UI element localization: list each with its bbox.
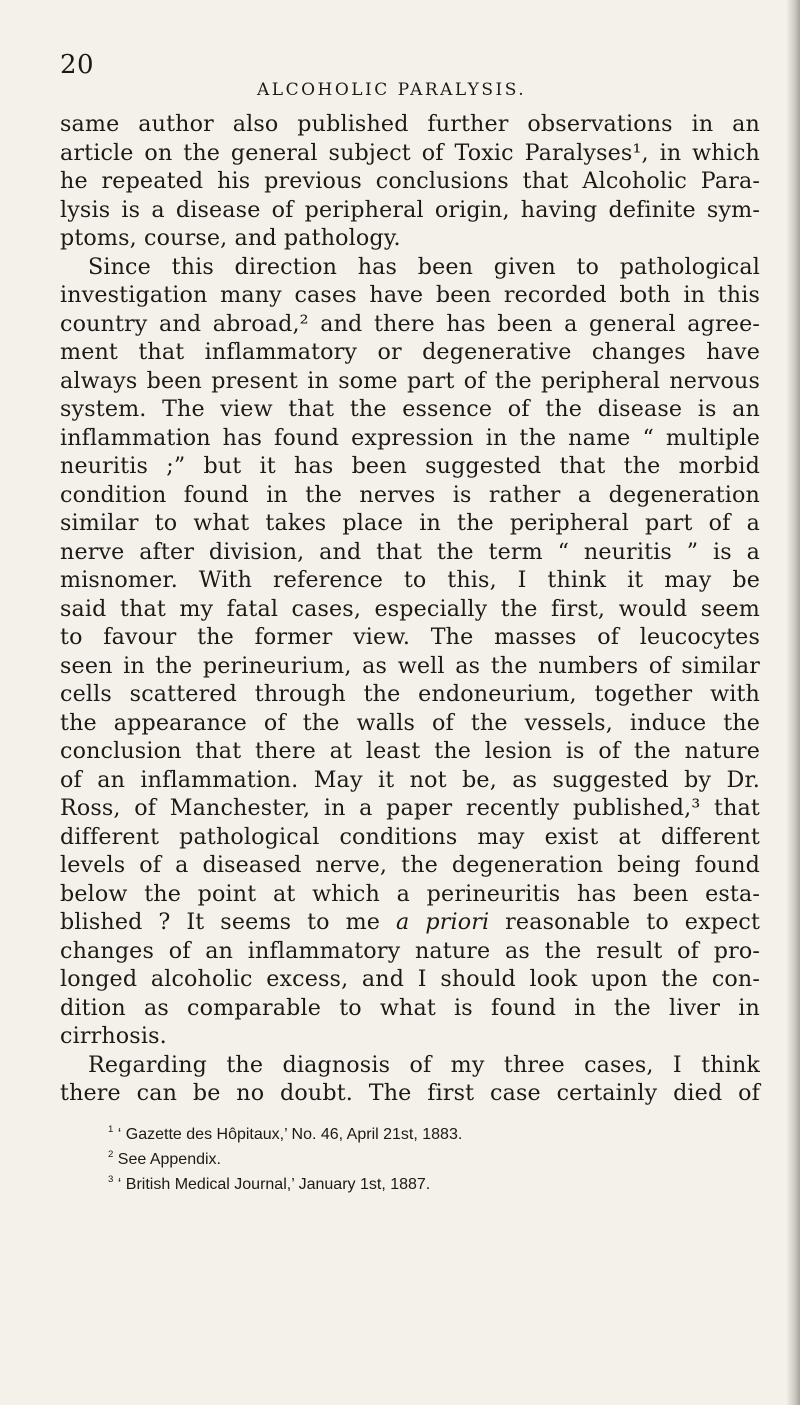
- text-line: always been present in some part of the peripheral nervous: [60, 367, 760, 394]
- text-line: different pathological conditions may exist at different: [60, 823, 760, 850]
- text-line: nerve after division, and that the term “ neuritis ” is a: [60, 538, 760, 565]
- text-line: condition found in the nerves is rather a degeneration: [60, 481, 760, 508]
- footnote-mark: 1: [108, 1123, 114, 1135]
- text-line: article on the general subject of Toxic Paralyses¹, in which: [60, 139, 760, 166]
- text-line: Regarding the diagnosis of my three cases, I think: [88, 1051, 760, 1078]
- text-line: neuritis ;” but it has been suggested that the morbid: [60, 453, 760, 479]
- text-line: investigation many cases have been recorded both in this: [60, 282, 760, 308]
- text-line: seen in the perineurium, as well as the numbers of similar: [60, 652, 760, 679]
- text-line: same author also published further observations in an: [60, 111, 760, 137]
- text-line: Ross, of Manchester, in a paper recently published,³ that: [60, 795, 760, 821]
- footnotes: [108, 1122, 748, 1197]
- text-line: lysis is a disease of peripheral origin, having definite sym-: [60, 196, 760, 223]
- footnote: [108, 1147, 748, 1172]
- text-line: country and abroad,² and there has been a general agree-: [60, 310, 760, 337]
- text-line: [60, 908, 760, 937]
- text-line: to favour the former view. The masses of leucocytes: [60, 624, 760, 650]
- body-text: [60, 110, 760, 1108]
- footnote-text: See Appendix.: [117, 1151, 221, 1168]
- text-line: there can be no doubt. The first case certainly died of: [60, 1080, 760, 1106]
- text-line: misnomer. With reference to this, I think it may be: [60, 567, 760, 593]
- page-edge-shadow: [786, 0, 800, 1405]
- text-line: the appearance of the walls of the vessels, induce the: [60, 709, 760, 736]
- text-line: below the point at which a perineuritis has been esta-: [60, 880, 760, 907]
- text-line: said that my fatal cases, especially the first, would seem: [60, 595, 760, 622]
- text-line: ment that inflammatory or degenerative changes have: [60, 339, 760, 365]
- footnote: [108, 1122, 748, 1147]
- text-line: he repeated his previous conclusions that Alcoholic Para-: [60, 168, 760, 194]
- italic-phrase: a priori: [396, 909, 490, 935]
- text-line: ptoms, course, and pathology.: [60, 225, 401, 251]
- footnote-mark: 3: [108, 1173, 114, 1185]
- footnote: [108, 1172, 748, 1197]
- page-number: 20: [60, 50, 95, 80]
- text-line: dition as comparable to what is found in the liver in: [60, 994, 760, 1021]
- text-line: cirrhosis.: [60, 1023, 167, 1049]
- text-segment: reasonable to expect: [505, 909, 761, 935]
- text-line: cells scattered through the endoneurium, together with: [60, 681, 760, 707]
- text-line: Since this direction has been given to pathological: [88, 253, 760, 280]
- footnote-text: ‘ Gazette des Hôpitaux,’ No. 46, April 21st, 1883.: [117, 1126, 463, 1143]
- text-line: levels of a diseased nerve, the degeneration being found: [60, 852, 760, 878]
- text-line: longed alcoholic excess, and I should look upon the con-: [60, 966, 760, 992]
- text-line: system. The view that the essence of the disease is an: [60, 396, 760, 422]
- text-line: inflammation has found expression in the name “ multiple: [60, 424, 760, 451]
- footnote-mark: 2: [108, 1148, 114, 1160]
- running-head: ALCOHOLIC PARALYSIS.: [257, 80, 527, 100]
- text-line: conclusion that there at least the lesion is of the nature: [60, 738, 760, 764]
- text-line: changes of an inflammatory nature as the result of pro-: [60, 937, 760, 964]
- text-line: of an inflammation. May it not be, as suggested by Dr.: [60, 766, 760, 793]
- text-line: similar to what takes place in the peripheral part of a: [60, 510, 760, 536]
- footnote-text: ‘ British Medical Journal,’ January 1st, 1887.: [117, 1176, 431, 1193]
- text-segment: blished ? It seems to me: [60, 909, 381, 935]
